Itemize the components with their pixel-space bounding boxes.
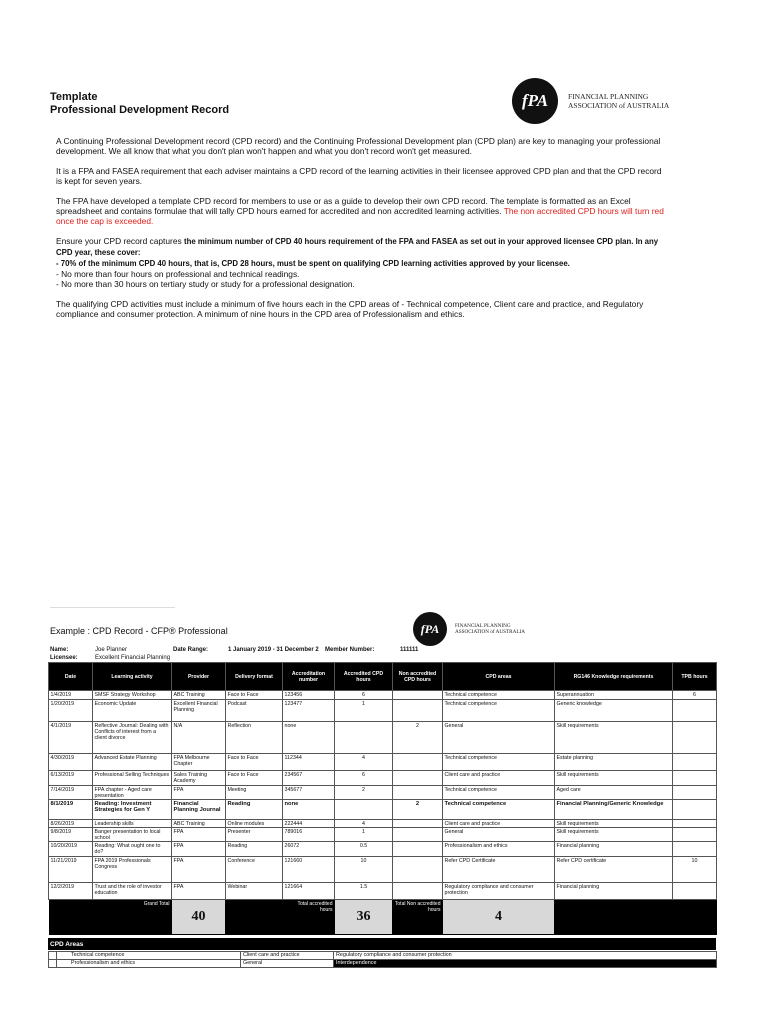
cell-tpb-hours <box>673 722 717 754</box>
area-general: General <box>241 960 334 968</box>
cell-rg146: Financial Planning/Generic Knowledge <box>555 800 673 820</box>
cell-non-accredited-hours <box>393 754 443 771</box>
intro-paragraph-1: A Continuing Professional Development record (CPD record) and the Continuing Professional Development plan (CPD plan) are key to managing your professional development. We all know that what you don't plan won't happen and what you don't record won't get measured. <box>56 136 661 156</box>
cell-accredited-hours: 4 <box>335 820 393 828</box>
cell-non-accredited-hours <box>393 691 443 700</box>
cell-activity: Professional Selling Techniques <box>93 771 172 786</box>
page-title <box>50 91 229 117</box>
fpa-logo-small <box>413 612 525 646</box>
header-rg146: RG146 Knowledge requirements <box>555 663 673 691</box>
intro-p3-text: The FPA have developed a template CPD record for members to use or as a guide to develop their own CPD record. The template is formatted as an Excel spreadsheet and contains formulae that will tally CPD hours earned for accredited and non accredited learning activities. <box>56 196 631 216</box>
cell-format: Face to Face <box>226 754 283 771</box>
cell-accredited-hours: 1 <box>335 828 393 842</box>
logo-small-line-2: ASSOCIATION of AUSTRALIA <box>455 629 526 635</box>
cell-accredited-hours <box>335 800 393 820</box>
cell-non-accredited-hours <box>393 820 443 828</box>
cell-tpb-hours <box>673 820 717 828</box>
cell-cpd-area: Refer CPD Certificate <box>443 857 555 883</box>
cell-activity: FPA chapter - Aged care presentation <box>93 786 172 800</box>
cell-date: 1/4/2019 <box>49 691 93 700</box>
cell-non-accredited-hours <box>393 828 443 842</box>
table-row <box>49 857 717 883</box>
title-line-2: Professional Development Record <box>50 104 230 116</box>
cell-accredited-hours: 6 <box>335 771 393 786</box>
cell-accreditation: 112344 <box>283 754 335 771</box>
cell-rg146: Refer CPD certificate <box>555 857 673 883</box>
cell-activity: Trust and the role of investor education <box>93 883 172 900</box>
date-range-value: 1 January 2019 - 31 December 2 <box>228 647 319 653</box>
cell-cpd-area: Client care and practice <box>443 771 555 786</box>
header-learning-activity: Learning activity <box>93 663 172 691</box>
cell-tpb-hours <box>673 828 717 842</box>
cell-accreditation: 121664 <box>283 883 335 900</box>
header-accredited-hours: Accredited CPD hours <box>335 663 393 691</box>
cell-provider: Excellent Financial Planning <box>172 700 226 722</box>
cell-accreditation: 123456 <box>283 691 335 700</box>
cell-provider: FPA <box>172 786 226 800</box>
table-row <box>49 700 717 722</box>
cell-date: 8/26/2019 <box>49 820 93 828</box>
cell-format: Presenter <box>226 828 283 842</box>
cell-cpd-area: Technical competence <box>443 700 555 722</box>
cell-accredited-hours: 4 <box>335 754 393 771</box>
cell-provider: ABC Training <box>172 820 226 828</box>
cell-non-accredited-hours <box>393 842 443 857</box>
cell-activity: Banger presentation to local school <box>93 828 172 842</box>
fpa-logo-mark: fPA <box>512 78 558 124</box>
title-line-1: Template <box>50 91 98 103</box>
intro-paragraph-3 <box>56 196 666 226</box>
example-title: Example : CPD Record - CFP® Professional <box>50 626 228 636</box>
cell-rg146: Estate planning <box>555 754 673 771</box>
cell-date: 4/30/2019 <box>49 754 93 771</box>
header-non-accredited-hours: Non accredited CPD hours <box>393 663 443 691</box>
header-cpd-areas: CPD areas <box>443 663 555 691</box>
cell-accreditation: none <box>283 722 335 754</box>
cell-date: 10/20/2019 <box>49 842 93 857</box>
cell-provider: N/A <box>172 722 226 754</box>
totals-filler <box>555 900 717 935</box>
cell-non-accredited-hours <box>393 700 443 722</box>
cpd-areas-row <box>49 952 717 960</box>
intro-paragraph-4 <box>56 236 666 289</box>
cell-accreditation: 26072 <box>283 842 335 857</box>
cell-rg146: Skill requirements <box>555 828 673 842</box>
name-label: Name: <box>50 647 69 653</box>
cell-rg146: Superannuation <box>555 691 673 700</box>
cell-rg146: Aged care <box>555 786 673 800</box>
grand-total-value: 40 <box>172 900 226 935</box>
intro-p4-bold: the minimum number of CPD 40 hours requirement of the FPA and FASEA as set out in your approved licensee CPD plan. In any CPD year, these cover: <box>56 237 659 257</box>
cell-tpb-hours <box>673 842 717 857</box>
member-number-label: Member Number: <box>325 647 375 653</box>
logo-line-1: FINANCIAL PLANNING <box>568 92 649 101</box>
table-row <box>49 754 717 771</box>
table-row <box>49 691 717 700</box>
cell-activity: Reading: What ought one to do? <box>93 842 172 857</box>
cell-date: 7/14/2019 <box>49 786 93 800</box>
cell-date: 6/13/2019 <box>49 771 93 786</box>
cpd-areas-row <box>49 960 717 968</box>
cell-accredited-hours: 6 <box>335 691 393 700</box>
table-row <box>49 722 717 754</box>
fpa-logo-small-mark: fPA <box>413 612 447 646</box>
member-number-value: 111111 <box>400 647 419 653</box>
intro-p4-lead: Ensure your CPD record captures <box>56 236 182 246</box>
cell-format: Webinar <box>226 883 283 900</box>
cell-activity: Reading: Investment Strategies for Gen Y <box>93 800 172 820</box>
table-row <box>49 771 717 786</box>
cell-tpb-hours <box>673 771 717 786</box>
non-accredited-total-label: Total Non accredited hours <box>393 900 443 935</box>
cell-rg146: Skill requirements <box>555 722 673 754</box>
totals-row <box>49 900 717 935</box>
cell-accredited-hours <box>335 722 393 754</box>
name-value: Joe Planner <box>95 647 128 653</box>
cell-provider: FPA Melbourne Chapter <box>172 754 226 771</box>
cell-non-accredited-hours: 2 <box>393 722 443 754</box>
area-client-care: Client care and practice <box>241 952 334 960</box>
intro-p3-warning: The non accredited CPD hours will turn red once the cap is exceeded. <box>56 206 664 226</box>
cell-format: Face to Face <box>226 771 283 786</box>
cell-cpd-area: Technical competence <box>443 800 555 820</box>
cell-tpb-hours <box>673 883 717 900</box>
cell-non-accredited-hours <box>393 857 443 883</box>
area-professionalism: Professionalism and ethics <box>57 960 241 968</box>
table-header-row <box>49 663 717 691</box>
cell-non-accredited-hours <box>393 771 443 786</box>
cell-accredited-hours: 0.5 <box>335 842 393 857</box>
table-row <box>49 828 717 842</box>
cell-format: Podcast <box>226 700 283 722</box>
cell-non-accredited-hours: 2 <box>393 800 443 820</box>
cell-date: 4/1/2019 <box>49 722 93 754</box>
table-row <box>49 786 717 800</box>
totals-spacer <box>226 900 283 935</box>
cell-date: 11/21/2019 <box>49 857 93 883</box>
fpa-logo <box>512 78 669 124</box>
cell-rg146: Generic knowledge <box>555 700 673 722</box>
cell-provider: FPA <box>172 828 226 842</box>
cell-rg146: Skill requirements <box>555 820 673 828</box>
cell-format: Face to Face <box>226 691 283 700</box>
cell-provider: FPA <box>172 842 226 857</box>
cell-provider: ABC Training <box>172 691 226 700</box>
cell-accreditation: 789016 <box>283 828 335 842</box>
cell-provider: Financial Planning Journal <box>172 800 226 820</box>
cell-cpd-area: Technical competence <box>443 754 555 771</box>
cell-activity: Economic Update <box>93 700 172 722</box>
cell-date: 12/2/2019 <box>49 883 93 900</box>
table-row <box>49 842 717 857</box>
cell-cpd-area: Professionalism and ethics <box>443 842 555 857</box>
intro-p4-item-2: - No more than four hours on professional and technical readings. <box>56 269 300 279</box>
cell-cpd-area: Client care and practice <box>443 820 555 828</box>
area-technical-competence: Technical competence <box>57 952 241 960</box>
accredited-total-label: Total accredited hours <box>283 900 335 935</box>
intro-p4-item-3: - No more than 30 hours on tertiary study or study for a professional designation. <box>56 279 355 289</box>
table-row <box>49 883 717 900</box>
cell-format: Online modules <box>226 820 283 828</box>
cpd-areas-title: CPD Areas <box>48 938 716 950</box>
cell-accredited-hours: 10 <box>335 857 393 883</box>
divider <box>50 607 175 608</box>
cell-date: 9/8/2019 <box>49 828 93 842</box>
cell-format: Reflection <box>226 722 283 754</box>
areas-indent <box>49 960 57 968</box>
cell-rg146: Financial planning <box>555 842 673 857</box>
intro-p4-item-1: - 70% of the minimum CPD 40 hours, that is, CPD 28 hours, must be spent on qualifying CPD learning activities approved by your licensee. <box>56 259 570 268</box>
cell-accreditation: 234567 <box>283 771 335 786</box>
grand-total-label: Grand Total <box>49 900 172 935</box>
intro-paragraph-5: The qualifying CPD activities must include a minimum of five hours each in the CPD areas of - Technical competence, Client care and practice, and Regulatory compliance and consumer protection. A minimum of nine hours in the CPD area of Professionalism and ethics. <box>56 299 644 319</box>
cell-tpb-hours <box>673 786 717 800</box>
licensee-label: Licensee: <box>50 655 78 661</box>
cell-accredited-hours: 1 <box>335 700 393 722</box>
header-provider: Provider <box>172 663 226 691</box>
cell-activity: Advanced Estate Planning <box>93 754 172 771</box>
header-delivery-format: Delivery format <box>226 663 283 691</box>
cell-accreditation: none <box>283 800 335 820</box>
non-accredited-total-value: 4 <box>443 900 555 935</box>
cell-format: Conference <box>226 857 283 883</box>
cell-accreditation: 121660 <box>283 857 335 883</box>
header-accreditation-number: Accreditation number <box>283 663 335 691</box>
area-interdependence: Interdependence <box>334 960 717 968</box>
logo-small-line-1: FINANCIAL PLANNING <box>455 622 511 629</box>
cell-activity: FPA 2019 Professionals Congress <box>93 857 172 883</box>
cell-rg146: Skill requirements <box>555 771 673 786</box>
cell-date: 8/1/2019 <box>49 800 93 820</box>
cell-date: 1/20/2019 <box>49 700 93 722</box>
area-regulatory-compliance: Regulatory compliance and consumer protection <box>334 952 717 960</box>
cell-accredited-hours: 2 <box>335 786 393 800</box>
cpd-areas-table <box>48 951 717 968</box>
header-tpb-hours: TPB hours <box>673 663 717 691</box>
intro-text <box>56 136 666 329</box>
cell-accreditation: 123477 <box>283 700 335 722</box>
cell-tpb-hours <box>673 700 717 722</box>
accredited-total-value: 36 <box>335 900 393 935</box>
cell-tpb-hours: 10 <box>673 857 717 883</box>
cpd-record-table <box>48 662 717 935</box>
cell-cpd-area: Technical competence <box>443 691 555 700</box>
cell-cpd-area: Technical competence <box>443 786 555 800</box>
cell-activity: SMSF Strategy Workshop <box>93 691 172 700</box>
table-row <box>49 800 717 820</box>
cell-accredited-hours: 1.5 <box>335 883 393 900</box>
cell-format: Reading <box>226 842 283 857</box>
date-range-label: Date Range: <box>173 647 209 653</box>
cell-format: Meeting <box>226 786 283 800</box>
cell-cpd-area: General <box>443 722 555 754</box>
header-date: Date <box>49 663 93 691</box>
cell-provider: FPA <box>172 857 226 883</box>
cell-accreditation: 345677 <box>283 786 335 800</box>
cell-cpd-area: Regulatory compliance and consumer protection <box>443 883 555 900</box>
cell-accreditation: 222444 <box>283 820 335 828</box>
cell-non-accredited-hours <box>393 883 443 900</box>
cell-non-accredited-hours <box>393 786 443 800</box>
cell-format: Reading <box>226 800 283 820</box>
cell-rg146: Financial planning <box>555 883 673 900</box>
cell-activity: Leadership skills <box>93 820 172 828</box>
cell-provider: Sales Training Academy <box>172 771 226 786</box>
cell-tpb-hours: 6 <box>673 691 717 700</box>
cell-activity: Reflective Journal: Dealing with Conflicts of interest from a client divorce <box>93 722 172 754</box>
cell-tpb-hours <box>673 800 717 820</box>
cell-provider: FPA <box>172 883 226 900</box>
logo-line-2: ASSOCIATION of AUSTRALIA <box>568 101 670 110</box>
cell-cpd-area: General <box>443 828 555 842</box>
cell-tpb-hours <box>673 754 717 771</box>
table-row <box>49 820 717 828</box>
intro-paragraph-2: It is a FPA and FASEA requirement that each adviser maintains a CPD record of the learning activities in their licensee approved CPD plan and that the CPD record is kept for seven years. <box>56 166 662 186</box>
areas-indent <box>49 952 57 960</box>
licensee-value: Excellent Financial Planning <box>95 655 171 661</box>
